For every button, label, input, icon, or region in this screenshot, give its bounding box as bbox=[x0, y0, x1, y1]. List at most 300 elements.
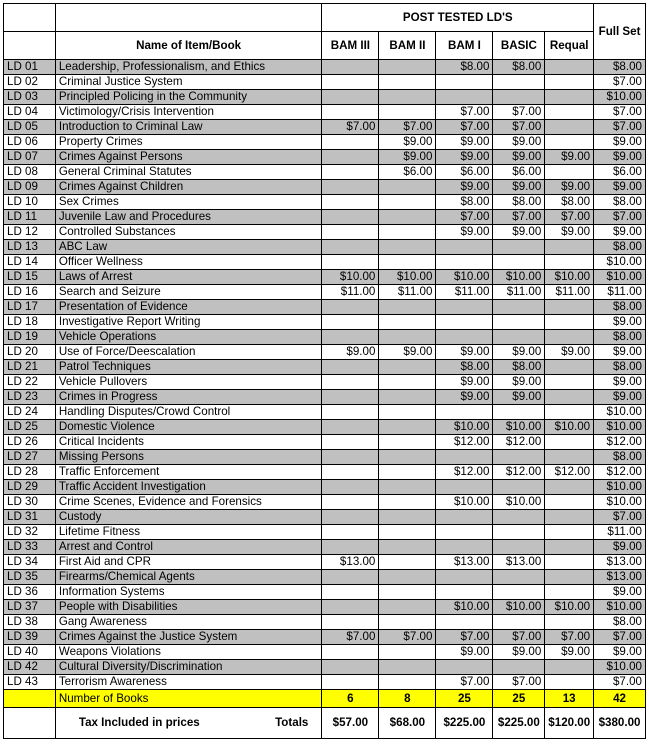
price-bam1: $7.00 bbox=[436, 120, 493, 135]
price-basic bbox=[493, 510, 545, 525]
price-bam1: $10.00 bbox=[436, 420, 493, 435]
price-bam1: $9.00 bbox=[436, 135, 493, 150]
ld-code: LD 11 bbox=[4, 210, 56, 225]
price-bam1 bbox=[436, 315, 493, 330]
price-bam2 bbox=[379, 450, 436, 465]
price-basic: $9.00 bbox=[493, 225, 545, 240]
item-name: Vehicle Pullovers bbox=[55, 375, 322, 390]
price-requal: $9.00 bbox=[545, 225, 594, 240]
table-row bbox=[4, 480, 646, 495]
price-requal bbox=[545, 480, 594, 495]
price-full: $8.00 bbox=[594, 60, 646, 75]
price-bam3 bbox=[322, 510, 379, 525]
col-header-bam2: BAM II bbox=[379, 32, 436, 60]
price-requal bbox=[545, 540, 594, 555]
tax-included-label: Tax Included in prices bbox=[78, 716, 200, 729]
item-name: Criminal Justice System bbox=[55, 75, 322, 90]
price-bam2 bbox=[379, 315, 436, 330]
table-row bbox=[4, 390, 646, 405]
price-basic: $9.00 bbox=[493, 645, 545, 660]
total-blank bbox=[4, 708, 56, 739]
item-name: Firearms/Chemical Agents bbox=[55, 570, 322, 585]
price-basic: $13.00 bbox=[493, 555, 545, 570]
item-name: Officer Wellness bbox=[55, 255, 322, 270]
price-bam2 bbox=[379, 300, 436, 315]
price-bam1 bbox=[436, 480, 493, 495]
price-requal: $10.00 bbox=[545, 420, 594, 435]
price-bam3 bbox=[322, 300, 379, 315]
price-bam1: $9.00 bbox=[436, 375, 493, 390]
item-name: Terrorism Awareness bbox=[55, 675, 322, 690]
ld-code: LD 19 bbox=[4, 330, 56, 345]
item-name: Traffic Accident Investigation bbox=[55, 480, 322, 495]
price-requal: $10.00 bbox=[545, 270, 594, 285]
price-bam1: $9.00 bbox=[436, 225, 493, 240]
price-bam3 bbox=[322, 165, 379, 180]
price-basic: $7.00 bbox=[493, 120, 545, 135]
price-bam2 bbox=[379, 510, 436, 525]
price-full: $8.00 bbox=[594, 615, 646, 630]
price-basic: $9.00 bbox=[493, 345, 545, 360]
price-basic: $8.00 bbox=[493, 195, 545, 210]
price-full: $10.00 bbox=[594, 495, 646, 510]
price-bam3: $7.00 bbox=[322, 120, 379, 135]
table-row bbox=[4, 465, 646, 480]
price-bam3: $9.00 bbox=[322, 345, 379, 360]
price-full: $9.00 bbox=[594, 645, 646, 660]
table-row bbox=[4, 135, 646, 150]
table-row bbox=[4, 165, 646, 180]
price-bam2: $6.00 bbox=[379, 165, 436, 180]
post-tested-header: POST TESTED LD'S bbox=[322, 4, 594, 32]
price-bam1: $9.00 bbox=[436, 345, 493, 360]
price-bam2 bbox=[379, 375, 436, 390]
price-requal bbox=[545, 315, 594, 330]
price-requal bbox=[545, 555, 594, 570]
table-row bbox=[4, 450, 646, 465]
item-name: Cultural Diversity/Discrimination bbox=[55, 660, 322, 675]
table-row bbox=[4, 510, 646, 525]
price-bam1 bbox=[436, 615, 493, 630]
price-basic bbox=[493, 585, 545, 600]
count-blank bbox=[4, 690, 56, 708]
price-basic: $10.00 bbox=[493, 420, 545, 435]
table-row bbox=[4, 315, 646, 330]
price-bam3 bbox=[322, 525, 379, 540]
price-bam3 bbox=[322, 150, 379, 165]
price-requal bbox=[545, 675, 594, 690]
price-bam3: $7.00 bbox=[322, 630, 379, 645]
number-of-books-label: Number of Books bbox=[55, 690, 322, 708]
ld-code: LD 02 bbox=[4, 75, 56, 90]
price-bam2 bbox=[379, 210, 436, 225]
price-basic bbox=[493, 525, 545, 540]
price-bam2 bbox=[379, 360, 436, 375]
price-bam3 bbox=[322, 375, 379, 390]
price-bam1: $9.00 bbox=[436, 150, 493, 165]
ld-code: LD 39 bbox=[4, 630, 56, 645]
price-full: $11.00 bbox=[594, 285, 646, 300]
price-full: $7.00 bbox=[594, 510, 646, 525]
price-bam3 bbox=[322, 450, 379, 465]
price-basic: $8.00 bbox=[493, 360, 545, 375]
price-basic: $9.00 bbox=[493, 390, 545, 405]
name-header: Name of Item/Book bbox=[55, 32, 322, 60]
price-bam1: $11.00 bbox=[436, 285, 493, 300]
price-full: $9.00 bbox=[594, 540, 646, 555]
ld-code: LD 33 bbox=[4, 540, 56, 555]
ld-code: LD 09 bbox=[4, 180, 56, 195]
price-bam2: $9.00 bbox=[379, 150, 436, 165]
total-label-cell bbox=[55, 708, 322, 739]
price-bam2: $7.00 bbox=[379, 630, 436, 645]
price-bam2 bbox=[379, 390, 436, 405]
price-bam3 bbox=[322, 240, 379, 255]
price-bam3 bbox=[322, 105, 379, 120]
item-name: Handling Disputes/Crowd Control bbox=[55, 405, 322, 420]
table-row bbox=[4, 210, 646, 225]
price-bam3 bbox=[322, 315, 379, 330]
table-row bbox=[4, 585, 646, 600]
count-requal: 13 bbox=[545, 690, 594, 708]
price-requal bbox=[545, 135, 594, 150]
price-bam2 bbox=[379, 405, 436, 420]
ld-code: LD 25 bbox=[4, 420, 56, 435]
price-bam2 bbox=[379, 615, 436, 630]
price-bam2 bbox=[379, 75, 436, 90]
price-requal: $7.00 bbox=[545, 210, 594, 225]
item-name: General Criminal Statutes bbox=[55, 165, 322, 180]
col-header-bam3: BAM III bbox=[322, 32, 379, 60]
col-header-basic: BASIC bbox=[493, 32, 545, 60]
price-requal bbox=[545, 615, 594, 630]
price-full: $9.00 bbox=[594, 345, 646, 360]
price-basic: $10.00 bbox=[493, 270, 545, 285]
count-bam3: 6 bbox=[322, 690, 379, 708]
count-basic: 25 bbox=[493, 690, 545, 708]
item-name: Information Systems bbox=[55, 585, 322, 600]
item-name: Arrest and Control bbox=[55, 540, 322, 555]
ld-code: LD 16 bbox=[4, 285, 56, 300]
price-bam1 bbox=[436, 405, 493, 420]
price-bam3 bbox=[322, 360, 379, 375]
table-row bbox=[4, 195, 646, 210]
price-basic bbox=[493, 255, 545, 270]
price-full: $7.00 bbox=[594, 630, 646, 645]
price-basic bbox=[493, 450, 545, 465]
table-row bbox=[4, 540, 646, 555]
item-name: Crimes Against the Justice System bbox=[55, 630, 322, 645]
price-bam3 bbox=[322, 420, 379, 435]
price-full: $8.00 bbox=[594, 330, 646, 345]
price-bam1: $7.00 bbox=[436, 630, 493, 645]
price-bam3 bbox=[322, 255, 379, 270]
price-requal: $9.00 bbox=[545, 180, 594, 195]
table-row bbox=[4, 660, 646, 675]
ld-code: LD 30 bbox=[4, 495, 56, 510]
ld-header-blank bbox=[4, 32, 56, 60]
price-basic: $7.00 bbox=[493, 630, 545, 645]
ld-code: LD 15 bbox=[4, 270, 56, 285]
item-name: Victimology/Crisis Intervention bbox=[55, 105, 322, 120]
price-requal bbox=[545, 405, 594, 420]
price-full: $10.00 bbox=[594, 90, 646, 105]
ld-code: LD 01 bbox=[4, 60, 56, 75]
price-requal: $9.00 bbox=[545, 345, 594, 360]
price-bam1 bbox=[436, 660, 493, 675]
table-row bbox=[4, 285, 646, 300]
price-bam3: $10.00 bbox=[322, 270, 379, 285]
item-name: Leadership, Professionalism, and Ethics bbox=[55, 60, 322, 75]
item-name: Laws of Arrest bbox=[55, 270, 322, 285]
item-name: Critical Incidents bbox=[55, 435, 322, 450]
price-table bbox=[3, 3, 646, 739]
price-bam3 bbox=[322, 615, 379, 630]
item-name: Missing Persons bbox=[55, 450, 322, 465]
full-set-header: Full Set bbox=[594, 4, 646, 60]
blank-header-cell bbox=[55, 4, 322, 32]
price-bam3 bbox=[322, 585, 379, 600]
item-name: Search and Seizure bbox=[55, 285, 322, 300]
ld-code: LD 31 bbox=[4, 510, 56, 525]
price-bam1: $7.00 bbox=[436, 675, 493, 690]
price-requal bbox=[545, 330, 594, 345]
count-bam1: 25 bbox=[436, 690, 493, 708]
count-full: 42 bbox=[594, 690, 646, 708]
ld-code: LD 32 bbox=[4, 525, 56, 540]
table-row bbox=[4, 630, 646, 645]
price-full: $7.00 bbox=[594, 105, 646, 120]
price-full: $9.00 bbox=[594, 135, 646, 150]
price-basic: $12.00 bbox=[493, 465, 545, 480]
price-bam3 bbox=[322, 75, 379, 90]
price-bam1 bbox=[436, 570, 493, 585]
price-bam1: $12.00 bbox=[436, 465, 493, 480]
price-bam3 bbox=[322, 90, 379, 105]
price-bam2 bbox=[379, 105, 436, 120]
price-full: $9.00 bbox=[594, 315, 646, 330]
price-bam2 bbox=[379, 60, 436, 75]
price-bam3 bbox=[322, 330, 379, 345]
corner-cell bbox=[4, 4, 56, 32]
table-row bbox=[4, 570, 646, 585]
ld-code: LD 29 bbox=[4, 480, 56, 495]
price-bam2 bbox=[379, 480, 436, 495]
ld-code: LD 42 bbox=[4, 660, 56, 675]
price-requal bbox=[545, 255, 594, 270]
price-bam2: $10.00 bbox=[379, 270, 436, 285]
price-bam2 bbox=[379, 570, 436, 585]
price-full: $9.00 bbox=[594, 225, 646, 240]
price-bam1: $9.00 bbox=[436, 645, 493, 660]
price-bam2 bbox=[379, 255, 436, 270]
total-full: $380.00 bbox=[594, 708, 646, 739]
price-bam3 bbox=[322, 675, 379, 690]
item-name: Domestic Violence bbox=[55, 420, 322, 435]
table-row bbox=[4, 180, 646, 195]
table-row bbox=[4, 405, 646, 420]
price-bam3 bbox=[322, 435, 379, 450]
item-name: Crimes Against Children bbox=[55, 180, 322, 195]
ld-code: LD 27 bbox=[4, 450, 56, 465]
price-bam1 bbox=[436, 255, 493, 270]
table-row bbox=[4, 420, 646, 435]
price-bam2 bbox=[379, 180, 436, 195]
item-name: ABC Law bbox=[55, 240, 322, 255]
price-bam3 bbox=[322, 660, 379, 675]
price-bam1 bbox=[436, 240, 493, 255]
price-requal: $7.00 bbox=[545, 630, 594, 645]
ld-code: LD 38 bbox=[4, 615, 56, 630]
price-requal bbox=[545, 450, 594, 465]
table-row bbox=[4, 375, 646, 390]
ld-code: LD 23 bbox=[4, 390, 56, 405]
price-bam1: $13.00 bbox=[436, 555, 493, 570]
price-requal bbox=[545, 375, 594, 390]
price-bam1 bbox=[436, 300, 493, 315]
price-full: $6.00 bbox=[594, 165, 646, 180]
item-name: Use of Force/Deescalation bbox=[55, 345, 322, 360]
price-bam2 bbox=[379, 660, 436, 675]
total-bam2: $68.00 bbox=[379, 708, 436, 739]
price-full: $9.00 bbox=[594, 150, 646, 165]
price-bam3 bbox=[322, 210, 379, 225]
price-bam3 bbox=[322, 480, 379, 495]
price-full: $7.00 bbox=[594, 75, 646, 90]
price-basic bbox=[493, 615, 545, 630]
price-requal: $12.00 bbox=[545, 465, 594, 480]
price-bam3: $13.00 bbox=[322, 555, 379, 570]
price-full: $9.00 bbox=[594, 390, 646, 405]
price-bam3 bbox=[322, 135, 379, 150]
price-full: $7.00 bbox=[594, 210, 646, 225]
price-basic bbox=[493, 315, 545, 330]
item-name: Presentation of Evidence bbox=[55, 300, 322, 315]
price-full: $10.00 bbox=[594, 255, 646, 270]
table-row bbox=[4, 525, 646, 540]
price-bam2 bbox=[379, 465, 436, 480]
price-requal bbox=[545, 510, 594, 525]
price-bam3 bbox=[322, 180, 379, 195]
ld-code: LD 07 bbox=[4, 150, 56, 165]
price-bam1: $8.00 bbox=[436, 60, 493, 75]
price-full: $8.00 bbox=[594, 300, 646, 315]
price-full: $9.00 bbox=[594, 180, 646, 195]
price-basic bbox=[493, 540, 545, 555]
price-basic: $11.00 bbox=[493, 285, 545, 300]
table-row bbox=[4, 615, 646, 630]
price-bam3 bbox=[322, 225, 379, 240]
price-bam2 bbox=[379, 525, 436, 540]
price-bam2: $9.00 bbox=[379, 135, 436, 150]
ld-code: LD 12 bbox=[4, 225, 56, 240]
price-bam2 bbox=[379, 225, 436, 240]
item-name: Property Crimes bbox=[55, 135, 322, 150]
price-basic bbox=[493, 300, 545, 315]
ld-code: LD 43 bbox=[4, 675, 56, 690]
price-bam2 bbox=[379, 240, 436, 255]
price-requal bbox=[545, 300, 594, 315]
price-bam1: $9.00 bbox=[436, 390, 493, 405]
price-bam2: $11.00 bbox=[379, 285, 436, 300]
price-bam1: $7.00 bbox=[436, 105, 493, 120]
price-full: $7.00 bbox=[594, 675, 646, 690]
item-name: Weapons Violations bbox=[55, 645, 322, 660]
count-bam2: 8 bbox=[379, 690, 436, 708]
price-full: $10.00 bbox=[594, 270, 646, 285]
price-bam3 bbox=[322, 645, 379, 660]
table-row bbox=[4, 270, 646, 285]
total-basic: $225.00 bbox=[493, 708, 545, 739]
total-requal: $120.00 bbox=[545, 708, 594, 739]
ld-code: LD 14 bbox=[4, 255, 56, 270]
price-basic bbox=[493, 75, 545, 90]
price-requal bbox=[545, 75, 594, 90]
price-full: $10.00 bbox=[594, 660, 646, 675]
ld-code: LD 18 bbox=[4, 315, 56, 330]
price-bam1: $12.00 bbox=[436, 435, 493, 450]
item-name: People with Disabilities bbox=[55, 600, 322, 615]
price-bam2 bbox=[379, 540, 436, 555]
price-requal bbox=[545, 360, 594, 375]
ld-code: LD 20 bbox=[4, 345, 56, 360]
price-full: $8.00 bbox=[594, 450, 646, 465]
item-name: Custody bbox=[55, 510, 322, 525]
price-bam1 bbox=[436, 510, 493, 525]
item-name: Introduction to Criminal Law bbox=[55, 120, 322, 135]
price-full: $7.00 bbox=[594, 120, 646, 135]
price-full: $12.00 bbox=[594, 465, 646, 480]
table-row bbox=[4, 255, 646, 270]
price-bam1 bbox=[436, 525, 493, 540]
price-bam1: $7.00 bbox=[436, 210, 493, 225]
table-row bbox=[4, 60, 646, 75]
price-bam2: $7.00 bbox=[379, 120, 436, 135]
price-basic: $7.00 bbox=[493, 105, 545, 120]
price-bam2 bbox=[379, 90, 436, 105]
price-bam2 bbox=[379, 195, 436, 210]
price-full: $12.00 bbox=[594, 435, 646, 450]
price-bam2 bbox=[379, 330, 436, 345]
price-bam1: $8.00 bbox=[436, 195, 493, 210]
price-requal bbox=[545, 435, 594, 450]
item-name: Crime Scenes, Evidence and Forensics bbox=[55, 495, 322, 510]
item-name: Sex Crimes bbox=[55, 195, 322, 210]
price-bam1 bbox=[436, 90, 493, 105]
price-requal: $9.00 bbox=[545, 150, 594, 165]
price-requal bbox=[545, 390, 594, 405]
price-basic: $9.00 bbox=[493, 375, 545, 390]
price-basic: $7.00 bbox=[493, 675, 545, 690]
ld-code: LD 34 bbox=[4, 555, 56, 570]
price-requal bbox=[545, 90, 594, 105]
item-name: Crimes in Progress bbox=[55, 390, 322, 405]
price-bam2 bbox=[379, 495, 436, 510]
price-full: $9.00 bbox=[594, 375, 646, 390]
price-basic: $9.00 bbox=[493, 180, 545, 195]
table-row bbox=[4, 360, 646, 375]
price-bam3 bbox=[322, 600, 379, 615]
price-basic bbox=[493, 330, 545, 345]
price-requal bbox=[545, 60, 594, 75]
price-bam2 bbox=[379, 600, 436, 615]
ld-code: LD 06 bbox=[4, 135, 56, 150]
price-full: $8.00 bbox=[594, 240, 646, 255]
ld-code: LD 13 bbox=[4, 240, 56, 255]
price-basic: $10.00 bbox=[493, 600, 545, 615]
price-bam1 bbox=[436, 450, 493, 465]
price-basic bbox=[493, 570, 545, 585]
